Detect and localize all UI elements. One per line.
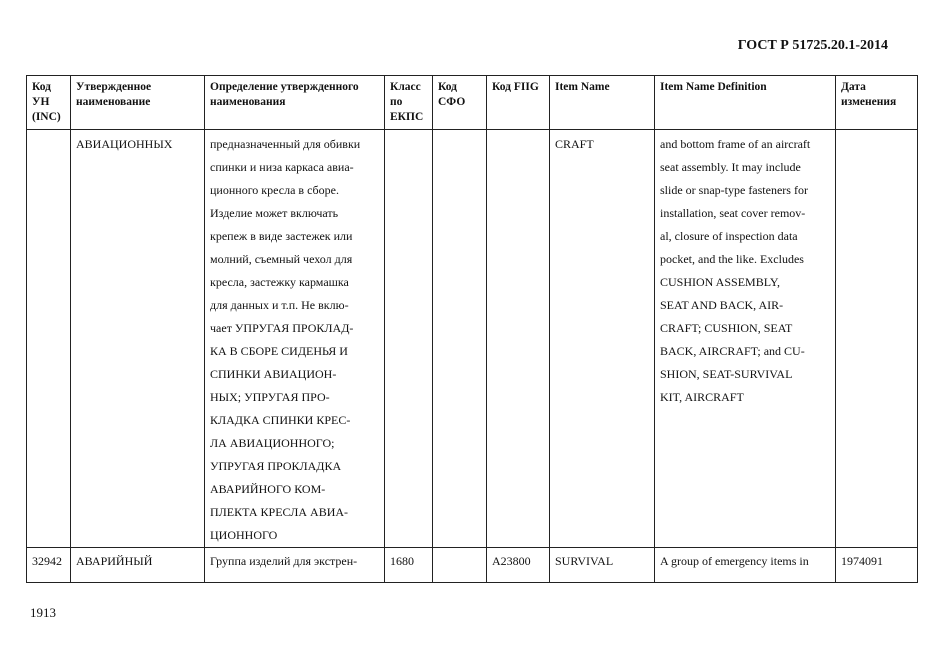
text-line: предназначенный для обивки [210,137,361,151]
cell-definition [205,130,385,548]
text-line: чает УПРУГАЯ ПРОКЛАД- [210,321,354,335]
cell-item-name: CRAFT [550,130,655,548]
cell-approved-name: АВИАЦИОННЫХ [71,130,205,548]
header-sfo: Код СФО [433,76,487,130]
text-line: ЦИОННОГО [210,528,278,542]
text-line: УПРУГАЯ ПРОКЛАДКА [210,459,342,473]
text-line: installation, seat cover remov- [660,206,806,220]
text-line: CUSHION ASSEMBLY, [660,275,780,289]
cell-sfo [433,548,487,583]
text-line: slide or snap-type fasteners for [660,183,808,197]
cell-class: 1680 [385,548,433,583]
text-line: seat assembly. It may include [660,160,801,174]
header-class: Класс по ЕКПС [385,76,433,130]
cell-sfo [433,130,487,548]
text-line: КА В СБОРЕ СИДЕНЬЯ И [210,344,348,358]
cell-definition: Группа изделий для экстрен- [205,548,385,583]
cell-change-date: 1974091 [836,548,918,583]
header-item-definition: Item Name Definition [655,76,836,130]
text-line: крепеж в виде застежек или [210,229,353,243]
text-line: ПЛЕКТА КРЕСЛА АВИА- [210,505,349,519]
document-code: ГОСТ Р 51725.20.1-2014 [737,38,888,53]
header-definition: Определение утвержденного наименования [205,76,385,130]
text-line: спинки и низа каркаса авиа- [210,160,354,174]
text-line: ционного кресла в сборе. [210,183,339,197]
table-header-row [27,76,918,130]
cell-inc [27,130,71,548]
nomenclature-table [26,75,918,583]
text-line: АВАРИЙНОГО КОМ- [210,482,326,496]
cell-class [385,130,433,548]
cell-item-definition [655,130,836,548]
cell-approved-name: АВАРИЙНЫЙ [71,548,205,583]
text-line: молний, съемный чехол для [210,252,353,266]
text-line: НЫХ; УПРУГАЯ ПРО- [210,390,330,404]
cell-item-definition: A group of emergency items in [655,548,836,583]
page-number: 1913 [30,605,56,620]
text-line: СПИНКИ АВИАЦИОН- [210,367,337,381]
header-item-name: Item Name [550,76,655,130]
cell-change-date [836,130,918,548]
header-approved-name: Утвержденное наименование [71,76,205,130]
cell-inc: 32942 [27,548,71,583]
cell-fiig [487,130,550,548]
text-line: SEAT AND BACK, AIR- [660,298,784,312]
text-line: кресла, застежку кармашка [210,275,349,289]
text-line: al, closure of inspection data [660,229,798,243]
text-line: SHION, SEAT-SURVIVAL [660,367,793,381]
text-line: Изделие может включать [210,206,339,220]
cell-fiig: A23800 [487,548,550,583]
text-line: KIT, AIRCRAFT [660,390,744,404]
text-line: для данных и т.п. Не вклю- [210,298,349,312]
text-line: CRAFT; CUSHION, SEAT [660,321,793,335]
table-row [27,548,918,583]
text-line: BACK, AIRCRAFT; and CU- [660,344,805,358]
header-inc: Код УН (INC) [27,76,71,130]
text-line: ЛА АВИАЦИОННОГО; [210,436,335,450]
text-line: pocket, and the like. Excludes [660,252,804,266]
table-row [27,130,918,548]
header-fiig: Код FIIG [487,76,550,130]
cell-item-name: SURVIVAL [550,548,655,583]
text-line: КЛАДКА СПИНКИ КРЕС- [210,413,351,427]
header-change-date: Дата изменения [836,76,918,130]
text-line: and bottom frame of an aircraft [660,137,811,151]
